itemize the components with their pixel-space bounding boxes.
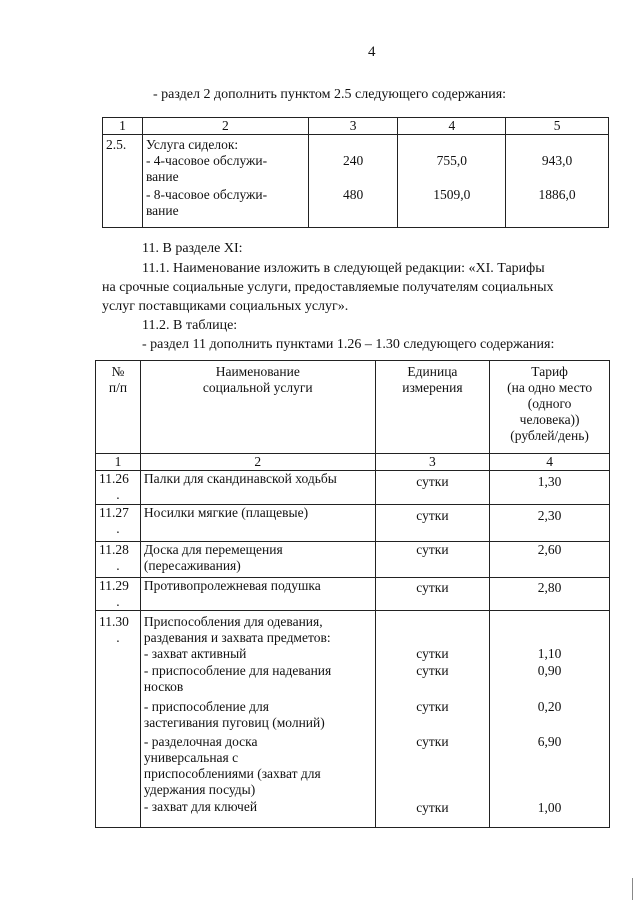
name-line: - захват для ключей (143, 799, 258, 814)
header-unit (375, 361, 490, 454)
row-number: 11.26 . (96, 471, 141, 505)
table1-service-name (142, 135, 308, 228)
unit-value: сутки (416, 734, 449, 749)
row-number: 11.27 . (96, 505, 141, 542)
row-service-name: Доска для перемещения (пересаживания) (140, 542, 375, 578)
unit-value: сутки (416, 699, 449, 714)
header-line: человека)) (519, 412, 580, 427)
service-name-line: - 8-часовое обслужи- (145, 187, 268, 202)
section-11-heading: 11. В разделе XI: (142, 241, 243, 256)
header-line: п/п (108, 380, 128, 395)
tariff-value: 6,90 (537, 734, 562, 749)
name-line: - приспособление для (143, 699, 269, 714)
row-tariff: 2,80 (490, 578, 610, 611)
intro-line: - раздел 2 дополнить пунктом 2.5 следующего содержания: (153, 87, 507, 102)
header-line: Единица (407, 364, 458, 379)
paragraph-line: на срочные социальные услуги, предоставляемые получателям социальных (102, 280, 554, 295)
header-service-name (140, 361, 375, 454)
service-name-line: вание (145, 169, 179, 184)
header-line: (одного (527, 396, 572, 411)
header-num (96, 361, 141, 454)
row-number: 11.30 . (96, 611, 141, 828)
value-8h: 1509,0 (433, 187, 471, 202)
column-number: 1 (96, 454, 141, 471)
unit-value: сутки (416, 800, 449, 815)
table-tariffs-section-11 (95, 360, 610, 828)
table2-column-numbers (96, 454, 610, 471)
table1-col-3: 3 (308, 118, 398, 135)
tariff-value: 1,10 (537, 646, 562, 661)
name-line: раздевания и захвата предметов: (143, 630, 331, 645)
tariff-value: 0,20 (537, 699, 562, 714)
row-service-name: Противопролежневая подушка (140, 578, 375, 611)
table-tariffs-section-2 (102, 117, 609, 228)
name-line: Приспособления для одевания, (143, 614, 323, 629)
table1-header-row (103, 118, 609, 135)
value-8h: 1886,0 (538, 187, 576, 202)
value-8h: 480 (343, 187, 364, 202)
tariff-value: 1,00 (537, 800, 562, 815)
service-name-line: вание (145, 203, 179, 218)
row-service-name: Носилки мягкие (плащевые) (140, 505, 375, 542)
value-4h: 240 (343, 153, 364, 168)
row-tariff: 1,30 (490, 471, 610, 505)
header-line: Наименование (215, 364, 300, 379)
value-4h: 943,0 (541, 153, 573, 168)
tariff-value: 0,90 (537, 663, 562, 678)
name-line: застегивания пуговиц (молний) (143, 715, 325, 730)
header-line: Тариф (531, 364, 568, 379)
header-line: № (111, 364, 125, 379)
row-number: 11.28 . (96, 542, 141, 578)
table-row (96, 505, 610, 542)
row-tariff: 2,30 (490, 505, 610, 542)
row-service-name: Палки для скандинавской ходьбы (140, 471, 375, 505)
scan-mark (632, 878, 633, 900)
table1-row-number: 2.5. (103, 135, 143, 228)
table1-col5-values (506, 135, 609, 228)
column-number: 2 (140, 454, 375, 471)
service-name-line: Услуга сиделок: (145, 137, 239, 152)
row-unit: сутки (375, 542, 490, 578)
table-row (96, 542, 610, 578)
row-unit: сутки (375, 505, 490, 542)
table1-col-2: 2 (142, 118, 308, 135)
name-line: - захват активный (143, 646, 247, 661)
table1-row-2-5 (103, 135, 609, 228)
name-line: - разделочная доска (143, 734, 258, 749)
table-row (96, 471, 610, 505)
row-unit: сутки (375, 471, 490, 505)
row-unit: сутки (375, 578, 490, 611)
header-line: (на одно место (507, 380, 593, 395)
header-line: измерения (402, 380, 463, 395)
name-line: - приспособление для надевания (143, 663, 332, 678)
paragraph-line: 11.1. Наименование изложить в следующей редакции: «XI. Тарифы (142, 261, 545, 276)
table-row (96, 578, 610, 611)
section-11-1-paragraph (102, 261, 609, 315)
header-tariff (490, 361, 610, 454)
unit-value: сутки (416, 646, 449, 661)
table-row (96, 611, 610, 828)
row-number: 11.29 . (96, 578, 141, 611)
name-line: универсальная с (143, 750, 239, 765)
table1-col-4: 4 (398, 118, 506, 135)
section-11-2-paragraph: 11.2. В таблице: (142, 318, 238, 333)
table1-col-5: 5 (506, 118, 609, 135)
page-number: 4 (368, 44, 376, 60)
paragraph-line: услуг поставщиками социальных услуг». (102, 299, 349, 314)
row-tariff (490, 611, 610, 828)
name-line: носков (143, 679, 184, 694)
row-unit (375, 611, 490, 828)
row-service-name (140, 611, 375, 828)
value-4h: 755,0 (436, 153, 468, 168)
table2-header-row (96, 361, 610, 454)
unit-value: сутки (416, 663, 449, 678)
name-line: приспособлениями (захват для (143, 766, 321, 781)
name-line: удержания посуды) (143, 782, 256, 797)
header-line: (рублей/день) (510, 428, 589, 443)
section-11-instruction: - раздел 11 дополнить пунктами 1.26 – 1.30 следующего содержания: (142, 337, 555, 352)
column-number: 3 (375, 454, 490, 471)
table1-col4-values (398, 135, 506, 228)
header-line: социальной услуги (202, 380, 313, 395)
table1-col-1: 1 (103, 118, 143, 135)
table1-col3-values (308, 135, 398, 228)
column-number: 4 (490, 454, 610, 471)
service-name-line: - 4-часовое обслужи- (145, 153, 268, 168)
row-tariff: 2,60 (490, 542, 610, 578)
